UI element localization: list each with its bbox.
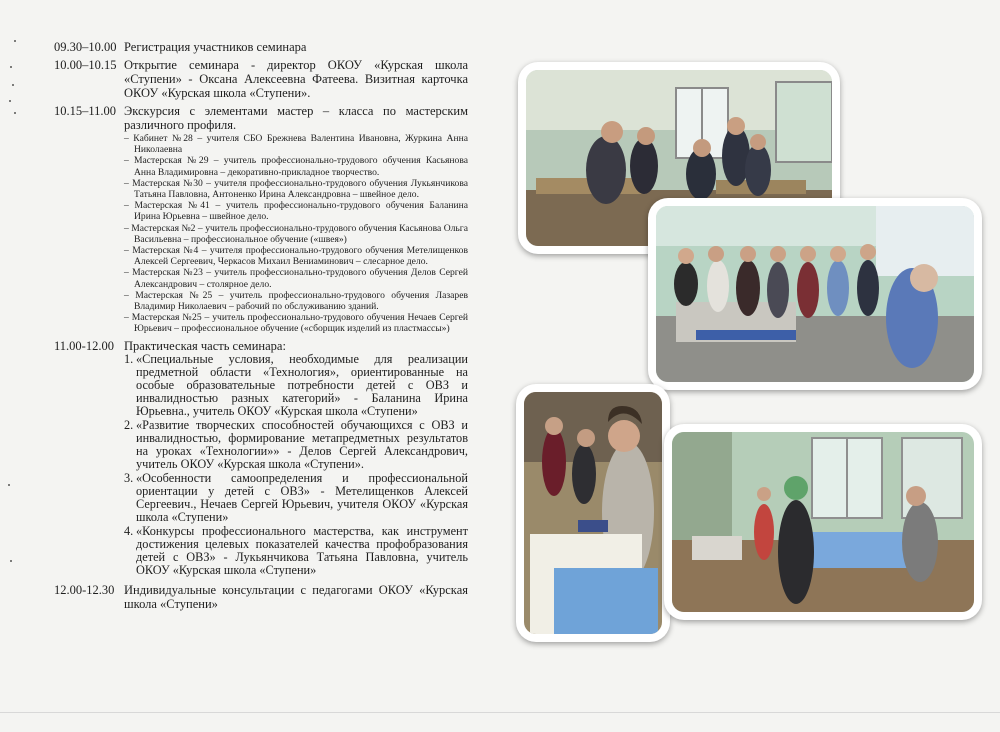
scan-mark bbox=[12, 84, 14, 86]
schedule-row bbox=[48, 104, 468, 335]
workshop-item: – Мастерская №41 – учитель профессионально-трудового обучения Баланина Ирина Юрьевна – швейное дело. bbox=[124, 200, 468, 223]
practice-item bbox=[124, 525, 468, 577]
practice-number: 3. bbox=[124, 470, 134, 485]
photo-sewing-workshop bbox=[664, 424, 982, 620]
schedule-time: 10.00–10.15 bbox=[54, 58, 117, 72]
workshop-item: – Мастерская №30 – учителя профессионально-трудового обучения Лукьянчикова Татьяна Павловна, Антоненко Ирина Александровна – швейное дело. bbox=[124, 177, 468, 201]
schedule-text: Открытие семинара - директор ОКОУ «Курская школа «Ступени» - Оксана Алексеевна Фатеева. Визитная карточка ОКОУ «Курская школа «Ступени». bbox=[124, 58, 468, 100]
schedule-time: 09.30–10.00 bbox=[54, 40, 117, 54]
practice-number: 2. bbox=[124, 417, 134, 432]
students-group-image bbox=[656, 206, 974, 382]
scan-mark bbox=[10, 560, 12, 562]
seminar-schedule bbox=[48, 40, 468, 611]
practice-text: «Конкурсы профессионального мастерства, как инструмент достижения целевых показателей качества профобразования детей с ОВЗ» - Лукьянчикова Татьяна Павловна, учитель ОКОУ «Курская школа «Ступени» bbox=[136, 523, 468, 577]
schedule-row bbox=[48, 339, 468, 579]
schedule-text: Регистрация участников семинара bbox=[124, 40, 307, 54]
page-edge bbox=[0, 712, 1000, 713]
practice-item bbox=[124, 472, 468, 524]
practice-text: «Специальные условия, необходимые для реализации предметной области «Технология», ориентированные на особые образовательные потребности детей с ОВЗ и инвалидностью разных категорий» - Баланина Ирина Юрьевна., учитель ОКОУ «Курская школа «Ступени» bbox=[136, 351, 468, 418]
workshop-item: – Мастерская №25 – учитель профессионально-трудового обучения Нечаев Сергей Юрьевич – профессиональное обучение («сборщик изделий из пластмассы») bbox=[124, 312, 468, 335]
schedule-time: 11.00-12.00 bbox=[54, 338, 114, 353]
photo-students-group bbox=[648, 198, 982, 390]
ironing-image bbox=[524, 392, 662, 634]
schedule-row bbox=[48, 40, 468, 54]
schedule-text: Экскурсия с элементами мастер – класса по мастерским различного профиля. bbox=[124, 104, 468, 132]
practice-text: «Развитие творческих способностей обучающихся с ОВЗ и инвалидностью, формирование метапредметных результатов на уроках «Технологии»» - Делов Сергей Александрович, учитель ОКОУ «Курская школа «Ступени». bbox=[136, 417, 468, 471]
workshop-item: – Мастерская №29 – учитель профессионально-трудового обучения Касьянова Анна Владимировна – декоративно-прикладное творчество. bbox=[124, 155, 468, 178]
schedule-block bbox=[124, 339, 468, 579]
workshop-item: – Мастерская №2 – учитель профессионально-трудового обучения Касьянова Ольга Васильевна – профессиональное обучение («швея») bbox=[124, 222, 468, 245]
workshop-item: – Мастерская №4 – учителя профессионально-трудового обучения Метелищенков Алексей Сергеевич, Черкасов Михаил Вениаминович – слесарное дело. bbox=[124, 245, 468, 268]
schedule-text: Практическая часть семинара: bbox=[124, 338, 286, 353]
schedule-row bbox=[48, 583, 468, 611]
sewing-workshop-image bbox=[672, 432, 974, 612]
scan-mark bbox=[14, 40, 16, 42]
scan-mark bbox=[14, 112, 16, 114]
photo-ironing bbox=[516, 384, 670, 642]
practice-text: «Особенности самоопределения и профессиональной ориентации у детей с ОВЗ» - Метелищенков Алексей Сергеевич., Нечаев Сергей Юрьевич, учителя ОКОУ «Курская школа «Ступени» bbox=[136, 470, 468, 524]
scan-mark bbox=[9, 100, 11, 102]
workshop-item: – Мастерская №25 – учитель профессионально-трудового обучения Лазарев Владимир Николаевич – рабочий по обслуживанию зданий. bbox=[124, 289, 468, 313]
practice-number: 1. bbox=[124, 351, 134, 366]
workshop-item: – Мастерская №23 – учитель профессионально-трудового обучения Делов Сергей Александрович – столярное дело. bbox=[124, 267, 468, 290]
schedule-text: Индивидуальные консультации с педагогами ОКОУ «Курская школа «Ступени» bbox=[124, 582, 468, 611]
schedule-block bbox=[124, 104, 468, 335]
practice-list bbox=[124, 353, 468, 577]
schedule-row bbox=[48, 58, 468, 100]
schedule-time: 10.15–11.00 bbox=[54, 104, 117, 118]
schedule-time: 12.00-12.30 bbox=[54, 582, 115, 597]
workshop-item: – Кабинет №28 – учителя СБО Брежнева Валентина Ивановна, Журкина Анна Николаевна bbox=[124, 133, 468, 156]
practice-number: 4. bbox=[124, 523, 134, 538]
workshop-list bbox=[124, 133, 468, 335]
scan-mark bbox=[8, 484, 10, 486]
practice-item bbox=[124, 419, 468, 471]
practice-item bbox=[124, 353, 468, 418]
scan-mark bbox=[10, 66, 12, 68]
